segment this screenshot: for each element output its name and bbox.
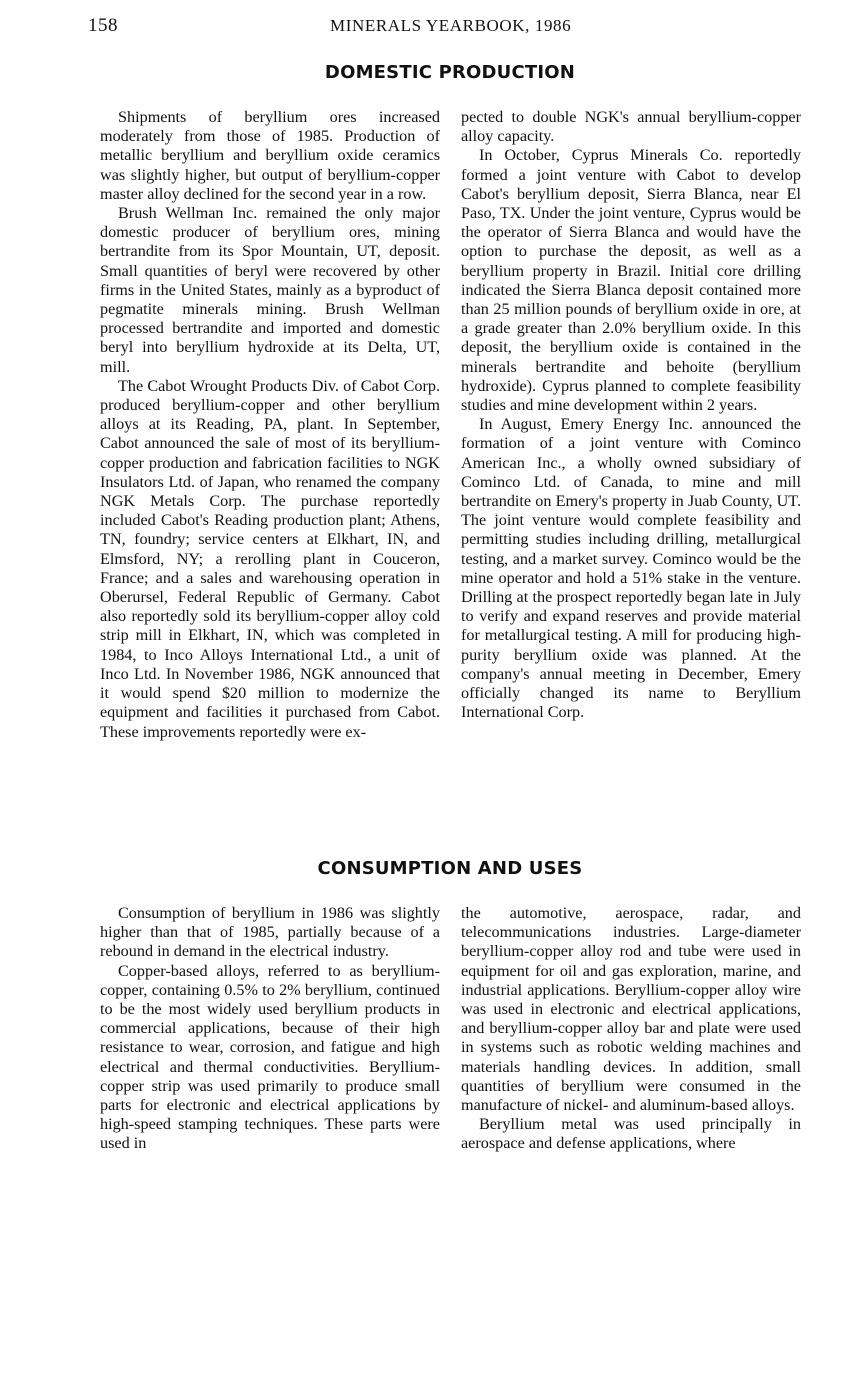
section-heading: DOMESTIC PRODUCTION xyxy=(324,62,576,83)
text-column-right xyxy=(461,904,801,1154)
page-number: 158 xyxy=(88,15,118,36)
text-column-right xyxy=(461,108,801,723)
running-title: MINERALS YEARBOOK, 1986 xyxy=(330,16,572,35)
paragraph: the automotive, aerospace, radar, and telecommunications industries. Large-diameter beryllium-copper alloy rod and tube were used in equipment for oil and gas exploration, marine, and industrial applications. Beryllium-copper alloy wire was used in electronic and electrical applications, and beryllium-copper alloy bar and plate were used in systems such as robotic welding machines and materials handling devices. In addition, small quantities of beryllium were consumed in the manufacture of nickel- and aluminum-based alloys. xyxy=(461,904,801,1115)
text-column-left xyxy=(100,904,440,1154)
section-heading: CONSUMPTION AND USES xyxy=(317,858,583,879)
paragraph: In August, Emery Energy Inc. announced the formation of a joint venture with Cominco American Inc., a wholly owned subsidiary of Cominco Ltd. of Canada, to mine and mill bertrandite on Emery's property in Juab County, UT. The joint venture would complete feasibility and permitting studies including drilling, metallurgical testing, and a market survey. Cominco would be the mine operator and hold a 51% stake in the venture. Drilling at the prospect reportedly began late in July to verify and expand reserves and provide material for metallurgical testing. A mill for producing high-purity beryllium oxide was planned. At the company's annual meeting in December, Emery officially changed its name to Beryllium International Corp. xyxy=(461,415,801,722)
text-column-left xyxy=(100,108,440,742)
paragraph: In October, Cyprus Minerals Co. reportedly formed a joint venture with Cabot to develop Cabot's beryllium deposit, Sierra Blanca, near El Paso, TX. Under the joint venture, Cyprus would be the operator of Sierra Blanca and would have the option to purchase the deposit, as well as a beryllium property in Brazil. Initial core drilling indicated the Sierra Blanca deposit contained more than 25 million pounds of beryllium oxide in ore, at a grade greater than 2.0% beryllium oxide. In this deposit, the beryllium oxide is contained in the minerals bertrandite and behoite (beryllium hydroxide). Cyprus planned to complete feasibility studies and mine development within 2 years. xyxy=(461,146,801,415)
paragraph: Consumption of beryllium in 1986 was slightly higher than that of 1985, partially because of a rebound in demand in the electrical industry. xyxy=(100,904,440,961)
paragraph: Beryllium metal was used principally in aerospace and defense applications, where xyxy=(461,1115,801,1153)
paragraph: Shipments of beryllium ores increased moderately from those of 1985. Production of metallic beryllium and beryllium oxide ceramics was slightly higher, but output of beryllium-copper master alloy declined for the second year in a row. xyxy=(100,108,440,203)
paragraph: Brush Wellman Inc. remained the only major domestic producer of beryllium ores, mining bertrandite from its Spor Mountain, UT, deposit. Small quantities of beryl were recovered by other firms in the United States, mainly as a byproduct of pegmatite minerals mining. Brush Wellman processed bertrandite and imported and domestic beryl into beryllium hydroxide at its Delta, UT, mill. xyxy=(100,204,440,376)
paragraph: pected to double NGK's annual beryllium-copper alloy capacity. xyxy=(461,108,801,146)
paragraph: The Cabot Wrought Products Div. of Cabot Corp. produced beryllium-copper and other beryllium alloys at its Reading, PA, plant. In September, Cabot announced the sale of most of its beryllium-copper production and fabrication facilities to NGK Insulators Ltd. of Japan, who renamed the company NGK Metals Corp. The purchase reportedly included Cabot's Reading production plant; Athens, TN, foundry; service centers at Elkhart, IN, and Elmsford, NY; a rerolling plant in Couceron, France; and a sales and warehousing operation in Oberursel, Federal Republic of Germany. Cabot also reportedly sold its beryllium-copper alloy cold strip mill in Elkhart, IN, which was completed in 1984, to Inco Alloys International Ltd., a unit of Inco Ltd. In November 1986, NGK announced that it would spend $20 million to modernize the equipment and facilities it purchased from Cabot. These improvements reportedly were ex- xyxy=(100,376,440,741)
paragraph: Copper-based alloys, referred to as beryllium-copper, containing 0.5% to 2% beryllium, continued to be the most widely used beryllium products in commercial applications, because of their high resistance to wear, corrosion, and fatigue and high electrical and thermal conductivities. Beryllium-copper strip was used primarily to produce small parts for electronic and electrical applications by high-speed stamping techniques. These parts were used in xyxy=(100,961,440,1153)
